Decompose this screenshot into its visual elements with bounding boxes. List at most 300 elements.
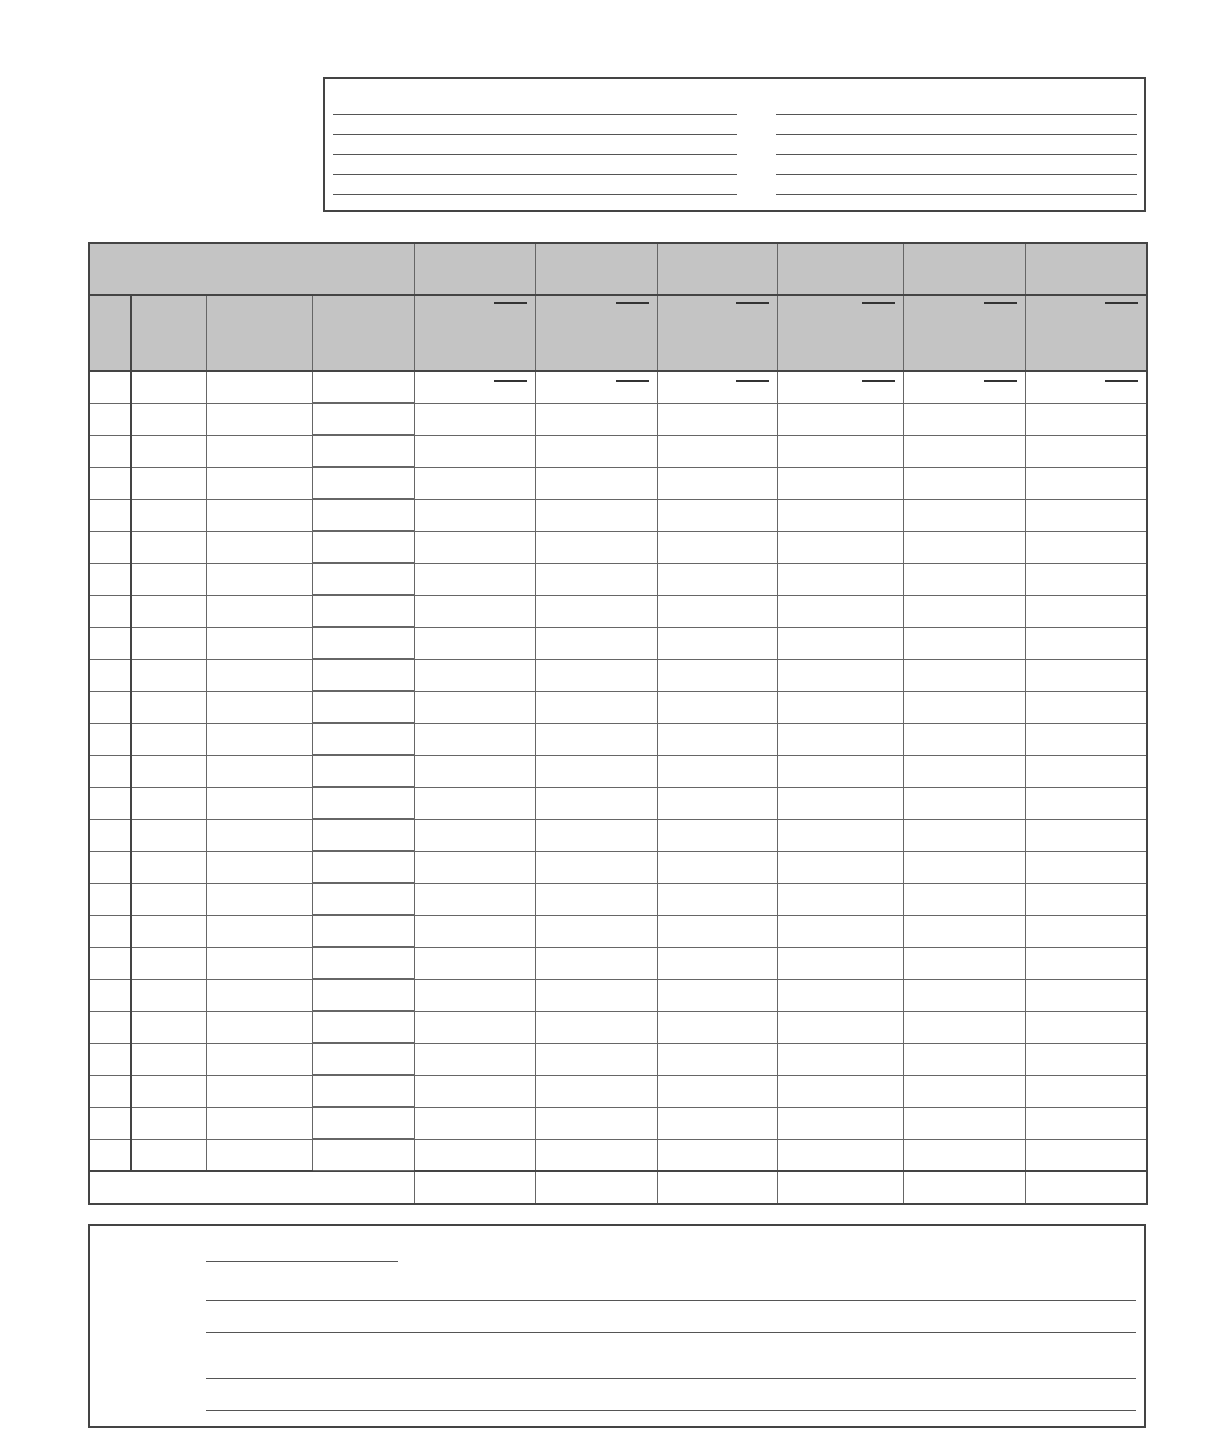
value-cell-col-1[interactable] bbox=[414, 915, 535, 947]
value-cell-col-1[interactable] bbox=[414, 947, 535, 979]
value-cell-col-3[interactable] bbox=[657, 979, 777, 1011]
row-split-cell[interactable] bbox=[312, 435, 414, 467]
row-number-cell[interactable] bbox=[89, 499, 131, 531]
column-subheader-1[interactable] bbox=[414, 295, 535, 371]
row-field-2-cell[interactable] bbox=[131, 851, 206, 883]
value-cell-col-2[interactable] bbox=[535, 627, 657, 659]
row-field-2-cell[interactable] bbox=[131, 627, 206, 659]
value-cell-col-3[interactable] bbox=[657, 467, 777, 499]
value-cell-col-2[interactable] bbox=[535, 979, 657, 1011]
value-cell-col-1[interactable] bbox=[414, 403, 535, 435]
value-cell-col-1[interactable] bbox=[414, 1075, 535, 1107]
column-subheader-5[interactable] bbox=[903, 295, 1025, 371]
value-cell-col-6[interactable] bbox=[1025, 691, 1147, 723]
value-cell-col-5[interactable] bbox=[903, 755, 1025, 787]
row-field-3-cell[interactable] bbox=[206, 723, 312, 755]
row-number-cell[interactable] bbox=[89, 947, 131, 979]
value-cell-col-4[interactable] bbox=[777, 947, 903, 979]
column-subheader-6[interactable] bbox=[1025, 295, 1147, 371]
header-right-line-3[interactable] bbox=[776, 154, 1137, 155]
value-cell-col-6[interactable] bbox=[1025, 1107, 1147, 1139]
column-header-6[interactable] bbox=[1025, 243, 1147, 295]
row-number-cell[interactable] bbox=[89, 819, 131, 851]
row-number-cell[interactable] bbox=[89, 883, 131, 915]
value-cell-col-5[interactable] bbox=[903, 1075, 1025, 1107]
header-right-line-1[interactable] bbox=[776, 114, 1137, 115]
row-field-2-cell[interactable] bbox=[131, 979, 206, 1011]
value-cell-col-5[interactable] bbox=[903, 371, 1025, 403]
value-cell-col-3[interactable] bbox=[657, 627, 777, 659]
row-field-2-cell[interactable] bbox=[131, 435, 206, 467]
row-field-3-cell[interactable] bbox=[206, 499, 312, 531]
value-cell-col-4[interactable] bbox=[777, 659, 903, 691]
row-field-2-cell[interactable] bbox=[131, 947, 206, 979]
notes-short-line[interactable] bbox=[206, 1261, 398, 1262]
value-cell-col-6[interactable] bbox=[1025, 627, 1147, 659]
row-split-cell[interactable] bbox=[312, 915, 414, 947]
total-cell-col-6[interactable] bbox=[1025, 1171, 1147, 1204]
row-split-cell[interactable] bbox=[312, 851, 414, 883]
header-left-line-5[interactable] bbox=[333, 194, 737, 195]
value-cell-col-1[interactable] bbox=[414, 883, 535, 915]
value-cell-col-5[interactable] bbox=[903, 595, 1025, 627]
value-cell-col-3[interactable] bbox=[657, 755, 777, 787]
value-cell-col-6[interactable] bbox=[1025, 531, 1147, 563]
row-field-2-cell[interactable] bbox=[131, 787, 206, 819]
value-cell-col-1[interactable] bbox=[414, 1043, 535, 1075]
column-header-blank[interactable] bbox=[1105, 302, 1138, 304]
value-cell-col-5[interactable] bbox=[903, 787, 1025, 819]
row-field-3-cell[interactable] bbox=[206, 627, 312, 659]
split-divider-horizontal bbox=[313, 498, 414, 499]
value-cell-col-6[interactable] bbox=[1025, 851, 1147, 883]
value-cell-col-4[interactable] bbox=[777, 883, 903, 915]
value-cell-col-4[interactable] bbox=[777, 371, 903, 403]
row-split-cell[interactable] bbox=[312, 627, 414, 659]
value-cell-col-6[interactable] bbox=[1025, 1075, 1147, 1107]
value-cell-col-3[interactable] bbox=[657, 691, 777, 723]
value-cell-col-5[interactable] bbox=[903, 435, 1025, 467]
value-cell-col-4[interactable] bbox=[777, 851, 903, 883]
header-left-line-1[interactable] bbox=[333, 114, 737, 115]
total-cell-col-3[interactable] bbox=[657, 1171, 777, 1204]
value-cell-col-4[interactable] bbox=[777, 563, 903, 595]
column-header-1[interactable] bbox=[414, 243, 535, 295]
row-field-2-cell[interactable] bbox=[131, 1139, 206, 1171]
value-cell-col-6[interactable] bbox=[1025, 435, 1147, 467]
value-cell-col-6[interactable] bbox=[1025, 595, 1147, 627]
value-cell-col-6[interactable] bbox=[1025, 371, 1147, 403]
value-cell-col-1[interactable] bbox=[414, 723, 535, 755]
row-split-cell[interactable] bbox=[312, 1075, 414, 1107]
value-cell-col-5[interactable] bbox=[903, 627, 1025, 659]
row-field-2-cell[interactable] bbox=[131, 563, 206, 595]
value-cell-col-4[interactable] bbox=[777, 627, 903, 659]
row-split-cell[interactable] bbox=[312, 659, 414, 691]
value-cell-col-5[interactable] bbox=[903, 659, 1025, 691]
row-number-cell[interactable] bbox=[89, 851, 131, 883]
value-cell-col-5[interactable] bbox=[903, 531, 1025, 563]
value-cell-col-2[interactable] bbox=[535, 819, 657, 851]
row-field-3-cell[interactable] bbox=[206, 979, 312, 1011]
row-split-cell[interactable] bbox=[312, 947, 414, 979]
value-cell-col-5[interactable] bbox=[903, 691, 1025, 723]
row-field-3-cell[interactable] bbox=[206, 563, 312, 595]
value-cell-col-3[interactable] bbox=[657, 531, 777, 563]
value-cell-col-3[interactable] bbox=[657, 1011, 777, 1043]
value-cell-col-2[interactable] bbox=[535, 1043, 657, 1075]
value-cell-col-2[interactable] bbox=[535, 467, 657, 499]
value-cell-col-6[interactable] bbox=[1025, 883, 1147, 915]
row-number-cell[interactable] bbox=[89, 979, 131, 1011]
row-field-2-cell[interactable] bbox=[131, 531, 206, 563]
row-field-2-cell[interactable] bbox=[131, 659, 206, 691]
value-cell-col-4[interactable] bbox=[777, 691, 903, 723]
value-cell-col-6[interactable] bbox=[1025, 499, 1147, 531]
split-divider-horizontal bbox=[313, 658, 414, 659]
value-cell-col-2[interactable] bbox=[535, 851, 657, 883]
value-cell-col-1[interactable] bbox=[414, 531, 535, 563]
value-cell-col-2[interactable] bbox=[535, 371, 657, 403]
value-cell-col-2[interactable] bbox=[535, 531, 657, 563]
column-header-blank[interactable] bbox=[862, 302, 895, 304]
row-field-2-cell[interactable] bbox=[131, 1075, 206, 1107]
row-field-3-cell[interactable] bbox=[206, 1139, 312, 1171]
row-split-cell[interactable] bbox=[312, 1139, 414, 1171]
value-cell-col-1[interactable] bbox=[414, 499, 535, 531]
value-cell-col-5[interactable] bbox=[903, 723, 1025, 755]
value-cell-col-5[interactable] bbox=[903, 851, 1025, 883]
value-cell-col-3[interactable] bbox=[657, 947, 777, 979]
value-cell-col-3[interactable] bbox=[657, 1139, 777, 1171]
row-field-3-cell[interactable] bbox=[206, 1107, 312, 1139]
row-field-3-cell[interactable] bbox=[206, 1075, 312, 1107]
value-cell-col-2[interactable] bbox=[535, 1139, 657, 1171]
value-cell-col-4[interactable] bbox=[777, 755, 903, 787]
row-field-3-cell[interactable] bbox=[206, 1011, 312, 1043]
row-number-cell[interactable] bbox=[89, 723, 131, 755]
value-cell-col-1[interactable] bbox=[414, 1139, 535, 1171]
row-number-cell[interactable] bbox=[89, 595, 131, 627]
value-cell-col-1[interactable] bbox=[414, 1011, 535, 1043]
value-cell-col-6[interactable] bbox=[1025, 1043, 1147, 1075]
value-cell-col-1[interactable] bbox=[414, 691, 535, 723]
column-subheader-blank[interactable] bbox=[862, 380, 895, 382]
value-cell-col-3[interactable] bbox=[657, 787, 777, 819]
row-split-cell[interactable] bbox=[312, 595, 414, 627]
row-number-cell[interactable] bbox=[89, 691, 131, 723]
row-number-cell[interactable] bbox=[89, 1011, 131, 1043]
row-field-3-cell[interactable] bbox=[206, 403, 312, 435]
column-subheader-blank[interactable] bbox=[736, 380, 769, 382]
table-row bbox=[89, 755, 1147, 787]
column-subheader-blank[interactable] bbox=[1105, 380, 1138, 382]
row-number-cell[interactable] bbox=[89, 915, 131, 947]
row-field-2-cell[interactable] bbox=[131, 467, 206, 499]
value-cell-col-3[interactable] bbox=[657, 1075, 777, 1107]
value-cell-col-6[interactable] bbox=[1025, 787, 1147, 819]
value-cell-col-2[interactable] bbox=[535, 1011, 657, 1043]
row-field-2-cell[interactable] bbox=[131, 723, 206, 755]
value-cell-col-3[interactable] bbox=[657, 915, 777, 947]
row-number-cell[interactable] bbox=[89, 467, 131, 499]
value-cell-col-6[interactable] bbox=[1025, 659, 1147, 691]
row-number-cell[interactable] bbox=[89, 531, 131, 563]
value-cell-col-5[interactable] bbox=[903, 915, 1025, 947]
row-field-3-cell[interactable] bbox=[206, 915, 312, 947]
row-number-cell[interactable] bbox=[89, 1043, 131, 1075]
header-right-line-4[interactable] bbox=[776, 174, 1137, 175]
row-split-cell[interactable] bbox=[312, 563, 414, 595]
value-cell-col-5[interactable] bbox=[903, 563, 1025, 595]
value-cell-col-2[interactable] bbox=[535, 563, 657, 595]
value-cell-col-2[interactable] bbox=[535, 915, 657, 947]
row-number-cell[interactable] bbox=[89, 1107, 131, 1139]
value-cell-col-4[interactable] bbox=[777, 499, 903, 531]
value-cell-col-3[interactable] bbox=[657, 659, 777, 691]
column-subheader-blank[interactable] bbox=[616, 380, 649, 382]
header-left-line-3[interactable] bbox=[333, 154, 737, 155]
notes-line-2[interactable] bbox=[206, 1332, 1136, 1333]
value-cell-col-2[interactable] bbox=[535, 659, 657, 691]
value-cell-col-2[interactable] bbox=[535, 883, 657, 915]
header-left-line-2[interactable] bbox=[333, 134, 737, 135]
total-cell-col-1[interactable] bbox=[414, 1171, 535, 1204]
value-cell-col-5[interactable] bbox=[903, 947, 1025, 979]
row-split-cell[interactable] bbox=[312, 531, 414, 563]
total-cell-col-4[interactable] bbox=[777, 1171, 903, 1204]
row-split-cell[interactable] bbox=[312, 371, 414, 403]
value-cell-col-2[interactable] bbox=[535, 947, 657, 979]
value-cell-col-5[interactable] bbox=[903, 1139, 1025, 1171]
value-cell-col-1[interactable] bbox=[414, 371, 535, 403]
row-field-2-cell[interactable] bbox=[131, 915, 206, 947]
value-cell-col-5[interactable] bbox=[903, 819, 1025, 851]
value-cell-col-5[interactable] bbox=[903, 403, 1025, 435]
column-subheader-3[interactable] bbox=[657, 295, 777, 371]
value-cell-col-4[interactable] bbox=[777, 531, 903, 563]
split-divider-horizontal bbox=[313, 626, 414, 627]
row-field-2-cell[interactable] bbox=[131, 1043, 206, 1075]
row-field-3-cell[interactable] bbox=[206, 467, 312, 499]
value-cell-col-4[interactable] bbox=[777, 467, 903, 499]
value-cell-col-3[interactable] bbox=[657, 435, 777, 467]
column-subheader-4[interactable] bbox=[777, 295, 903, 371]
value-cell-col-3[interactable] bbox=[657, 883, 777, 915]
value-cell-col-3[interactable] bbox=[657, 563, 777, 595]
row-number-cell[interactable] bbox=[89, 755, 131, 787]
value-cell-col-6[interactable] bbox=[1025, 403, 1147, 435]
row-field-2-cell[interactable] bbox=[131, 1011, 206, 1043]
column-header-blank[interactable] bbox=[494, 302, 527, 304]
header-right-line-5[interactable] bbox=[776, 194, 1137, 195]
row-number-cell[interactable] bbox=[89, 1139, 131, 1171]
value-cell-col-2[interactable] bbox=[535, 435, 657, 467]
value-cell-col-5[interactable] bbox=[903, 1107, 1025, 1139]
notes-line-3[interactable] bbox=[206, 1378, 1136, 1379]
value-cell-col-6[interactable] bbox=[1025, 467, 1147, 499]
row-number-cell[interactable] bbox=[89, 403, 131, 435]
row-field-2-cell[interactable] bbox=[131, 819, 206, 851]
value-cell-col-4[interactable] bbox=[777, 1043, 903, 1075]
column-subheader-blank[interactable] bbox=[494, 380, 527, 382]
column-header-4[interactable] bbox=[777, 243, 903, 295]
value-cell-col-3[interactable] bbox=[657, 371, 777, 403]
value-cell-col-6[interactable] bbox=[1025, 755, 1147, 787]
value-cell-col-1[interactable] bbox=[414, 627, 535, 659]
value-cell-col-5[interactable] bbox=[903, 499, 1025, 531]
row-field-3-cell[interactable] bbox=[206, 883, 312, 915]
row-number-cell[interactable] bbox=[89, 659, 131, 691]
value-cell-col-1[interactable] bbox=[414, 659, 535, 691]
value-cell-col-3[interactable] bbox=[657, 723, 777, 755]
value-cell-col-6[interactable] bbox=[1025, 723, 1147, 755]
row-split-cell[interactable] bbox=[312, 787, 414, 819]
value-cell-col-5[interactable] bbox=[903, 1011, 1025, 1043]
row-number-cell[interactable] bbox=[89, 371, 131, 403]
value-cell-col-1[interactable] bbox=[414, 595, 535, 627]
value-cell-col-2[interactable] bbox=[535, 723, 657, 755]
value-cell-col-2[interactable] bbox=[535, 691, 657, 723]
column-header-3[interactable] bbox=[657, 243, 777, 295]
value-cell-col-6[interactable] bbox=[1025, 979, 1147, 1011]
value-cell-col-3[interactable] bbox=[657, 819, 777, 851]
row-number-cell[interactable] bbox=[89, 1075, 131, 1107]
value-cell-col-1[interactable] bbox=[414, 467, 535, 499]
row-split-cell[interactable] bbox=[312, 499, 414, 531]
value-cell-col-1[interactable] bbox=[414, 563, 535, 595]
column-subheader-blank[interactable] bbox=[984, 380, 1017, 382]
row-field-3-cell[interactable] bbox=[206, 371, 312, 403]
value-cell-col-1[interactable] bbox=[414, 755, 535, 787]
total-cell-col-2[interactable] bbox=[535, 1171, 657, 1204]
value-cell-col-4[interactable] bbox=[777, 1107, 903, 1139]
row-field-2-cell[interactable] bbox=[131, 883, 206, 915]
value-cell-col-4[interactable] bbox=[777, 403, 903, 435]
value-cell-col-4[interactable] bbox=[777, 1075, 903, 1107]
value-cell-col-4[interactable] bbox=[777, 787, 903, 819]
value-cell-col-2[interactable] bbox=[535, 499, 657, 531]
value-cell-col-2[interactable] bbox=[535, 1075, 657, 1107]
value-cell-col-2[interactable] bbox=[535, 1107, 657, 1139]
header-left-line-4[interactable] bbox=[333, 174, 737, 175]
notes-line-4[interactable] bbox=[206, 1410, 1136, 1411]
value-cell-col-6[interactable] bbox=[1025, 1011, 1147, 1043]
total-cell-col-5[interactable] bbox=[903, 1171, 1025, 1204]
row-split-cell[interactable] bbox=[312, 883, 414, 915]
row-field-3-cell[interactable] bbox=[206, 851, 312, 883]
value-cell-col-5[interactable] bbox=[903, 979, 1025, 1011]
row-split-cell[interactable] bbox=[312, 403, 414, 435]
value-cell-col-4[interactable] bbox=[777, 1011, 903, 1043]
value-cell-col-4[interactable] bbox=[777, 915, 903, 947]
value-cell-col-1[interactable] bbox=[414, 435, 535, 467]
row-number-cell[interactable] bbox=[89, 563, 131, 595]
row-field-3-cell[interactable] bbox=[206, 595, 312, 627]
row-field-2-cell[interactable] bbox=[131, 371, 206, 403]
row-split-cell[interactable] bbox=[312, 467, 414, 499]
row-number-cell[interactable] bbox=[89, 627, 131, 659]
column-header-2[interactable] bbox=[535, 243, 657, 295]
value-cell-col-3[interactable] bbox=[657, 1107, 777, 1139]
row-field-3-cell[interactable] bbox=[206, 531, 312, 563]
row-field-2-cell[interactable] bbox=[131, 755, 206, 787]
value-cell-col-3[interactable] bbox=[657, 595, 777, 627]
value-cell-col-6[interactable] bbox=[1025, 915, 1147, 947]
row-field-2-cell[interactable] bbox=[131, 691, 206, 723]
column-header-blank[interactable] bbox=[984, 302, 1017, 304]
value-cell-col-5[interactable] bbox=[903, 1043, 1025, 1075]
value-cell-col-2[interactable] bbox=[535, 595, 657, 627]
value-cell-col-1[interactable] bbox=[414, 1107, 535, 1139]
value-cell-col-3[interactable] bbox=[657, 403, 777, 435]
row-split-cell[interactable] bbox=[312, 979, 414, 1011]
row-field-3-cell[interactable] bbox=[206, 691, 312, 723]
row-field-2-cell[interactable] bbox=[131, 403, 206, 435]
row-field-3-cell[interactable] bbox=[206, 435, 312, 467]
row-field-3-cell[interactable] bbox=[206, 1043, 312, 1075]
row-number-cell[interactable] bbox=[89, 787, 131, 819]
column-header-blank[interactable] bbox=[736, 302, 769, 304]
value-cell-col-4[interactable] bbox=[777, 819, 903, 851]
value-cell-col-3[interactable] bbox=[657, 1043, 777, 1075]
row-split-cell[interactable] bbox=[312, 723, 414, 755]
row-split-cell[interactable] bbox=[312, 755, 414, 787]
row-field-2-cell[interactable] bbox=[131, 595, 206, 627]
value-cell-col-1[interactable] bbox=[414, 851, 535, 883]
value-cell-col-1[interactable] bbox=[414, 979, 535, 1011]
value-cell-col-4[interactable] bbox=[777, 723, 903, 755]
row-number-cell[interactable] bbox=[89, 435, 131, 467]
column-header-blank[interactable] bbox=[616, 302, 649, 304]
row-field-3-cell[interactable] bbox=[206, 947, 312, 979]
value-cell-col-5[interactable] bbox=[903, 883, 1025, 915]
row-field-3-cell[interactable] bbox=[206, 755, 312, 787]
value-cell-col-6[interactable] bbox=[1025, 947, 1147, 979]
value-cell-col-1[interactable] bbox=[414, 787, 535, 819]
value-cell-col-6[interactable] bbox=[1025, 563, 1147, 595]
value-cell-col-2[interactable] bbox=[535, 403, 657, 435]
row-field-3-cell[interactable] bbox=[206, 659, 312, 691]
value-cell-col-2[interactable] bbox=[535, 787, 657, 819]
row-split-cell[interactable] bbox=[312, 1011, 414, 1043]
value-cell-col-3[interactable] bbox=[657, 499, 777, 531]
value-cell-col-6[interactable] bbox=[1025, 819, 1147, 851]
value-cell-col-4[interactable] bbox=[777, 595, 903, 627]
row-split-cell[interactable] bbox=[312, 1043, 414, 1075]
column-subheader-2[interactable] bbox=[535, 295, 657, 371]
row-split-cell[interactable] bbox=[312, 1107, 414, 1139]
notes-line-1[interactable] bbox=[206, 1300, 1136, 1301]
row-field-2-cell[interactable] bbox=[131, 499, 206, 531]
value-cell-col-3[interactable] bbox=[657, 851, 777, 883]
row-field-3-cell[interactable] bbox=[206, 819, 312, 851]
value-cell-col-4[interactable] bbox=[777, 435, 903, 467]
table-row bbox=[89, 691, 1147, 723]
row-field-3-cell[interactable] bbox=[206, 787, 312, 819]
header-right-line-2[interactable] bbox=[776, 134, 1137, 135]
value-cell-col-2[interactable] bbox=[535, 755, 657, 787]
value-cell-col-6[interactable] bbox=[1025, 1139, 1147, 1171]
row-split-cell[interactable] bbox=[312, 691, 414, 723]
row-field-2-cell[interactable] bbox=[131, 1107, 206, 1139]
row-split-cell[interactable] bbox=[312, 819, 414, 851]
value-cell-col-4[interactable] bbox=[777, 1139, 903, 1171]
column-header-5[interactable] bbox=[903, 243, 1025, 295]
value-cell-col-5[interactable] bbox=[903, 467, 1025, 499]
value-cell-col-4[interactable] bbox=[777, 979, 903, 1011]
value-cell-col-1[interactable] bbox=[414, 819, 535, 851]
